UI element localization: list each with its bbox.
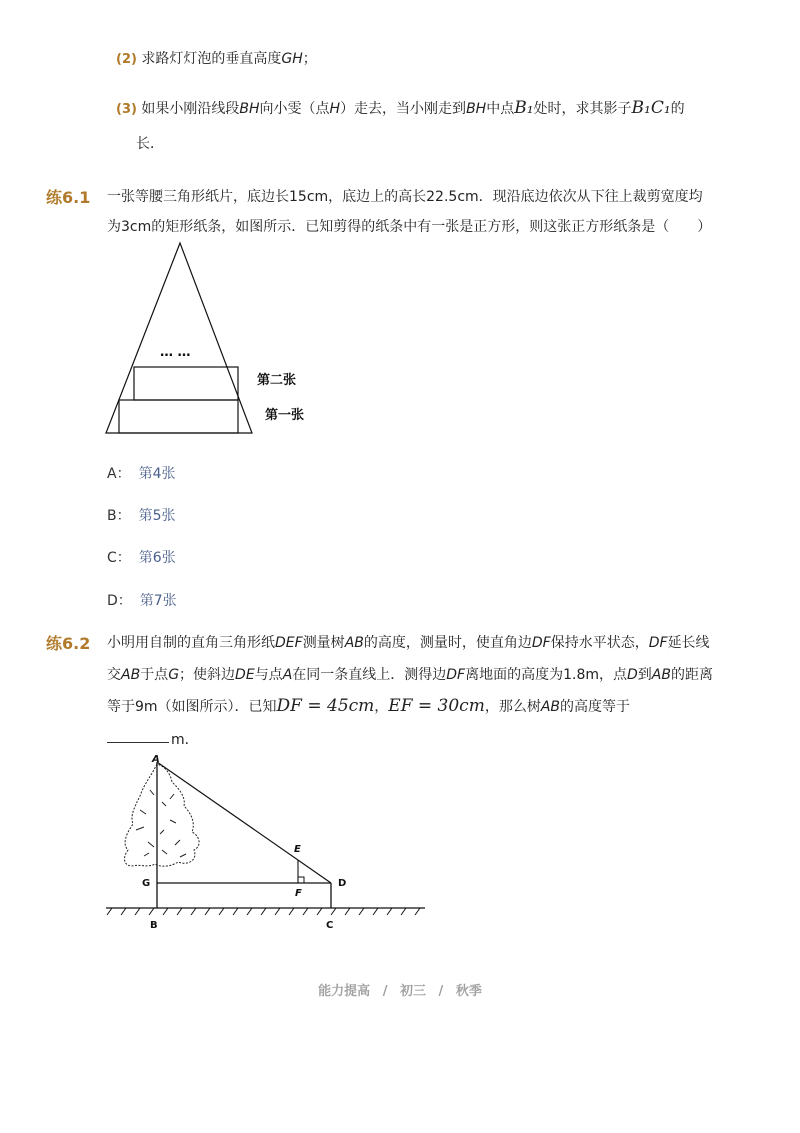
q3-var: BH — [466, 101, 487, 117]
var: D — [627, 667, 638, 683]
line-AD — [157, 762, 331, 883]
option-value: 第4张 — [138, 466, 176, 482]
option-key: D： — [107, 593, 132, 609]
text: 于点 — [140, 667, 169, 683]
text: 等于9m（如图所示）．已知 — [107, 699, 277, 715]
var: DE — [235, 667, 255, 683]
text: 测量树 — [302, 635, 345, 651]
answer-blank[interactable] — [107, 741, 169, 743]
problem-6-2-line2 — [107, 664, 713, 684]
var: AB — [344, 635, 364, 651]
text: 离地面的高度为1.8m，点 — [465, 667, 628, 683]
label-D: D — [338, 878, 347, 889]
option-d[interactable] — [107, 590, 177, 610]
problem-6-2-line1 — [107, 632, 710, 652]
answer-unit: m． — [171, 732, 199, 748]
q2-text: 求路灯灯泡的垂直高度 — [141, 51, 282, 67]
q3-var: BH — [239, 101, 260, 117]
tree-icon — [125, 764, 200, 866]
q2-var: GH — [281, 51, 303, 67]
q3-line1 — [116, 98, 685, 118]
q3-text: 的 — [670, 101, 685, 117]
ground-hatching — [107, 908, 420, 915]
q2-punct: ； — [302, 51, 317, 67]
text: 小明用自制的直角三角形纸 — [107, 635, 275, 651]
text: ， — [374, 699, 389, 715]
q3-number: (3) — [116, 102, 137, 117]
footer-level: 能力提高 — [318, 984, 371, 999]
option-key: B： — [107, 508, 131, 524]
strip-first — [119, 400, 238, 433]
footer-grade: 初三 — [399, 984, 426, 999]
label-E: E — [294, 844, 301, 855]
option-key: A： — [107, 466, 131, 482]
right-angle-mark — [298, 877, 304, 883]
q3-text: 如果小刚沿线段 — [141, 101, 240, 117]
ellipsis-dots: … … — [160, 345, 191, 360]
label-F: F — [295, 888, 302, 899]
triangle-figure — [100, 240, 320, 440]
q3-math: B₁C₁ — [631, 98, 671, 118]
option-key: C： — [107, 550, 131, 566]
label-second-strip: 第二张 — [257, 373, 297, 388]
label-A: A — [152, 754, 160, 765]
q3-text: ）走去，当小刚走到 — [340, 101, 467, 117]
var: DF — [446, 667, 466, 683]
text: 的距离 — [670, 667, 713, 683]
text: ，那么树 — [484, 699, 541, 715]
tree-measurement-figure — [100, 750, 430, 940]
var: AB — [121, 667, 141, 683]
strip-second — [134, 367, 238, 400]
text: 延长线 — [667, 635, 710, 651]
page-footer — [0, 980, 800, 999]
var: DEF — [275, 635, 303, 651]
text: 的高度，测量时，使直角边 — [363, 635, 532, 651]
var: AB — [651, 667, 671, 683]
q3-text: 处时，求其影子 — [533, 101, 632, 117]
footer-separator: / — [438, 984, 444, 999]
text: 的高度等于 — [560, 699, 631, 715]
q3-text: 向小雯（点 — [259, 101, 330, 117]
option-b[interactable] — [107, 505, 176, 525]
var: A — [282, 667, 293, 683]
option-value: 第5张 — [138, 508, 176, 524]
math: EF = 30cm — [388, 696, 485, 716]
label-first-strip: 第一张 — [265, 408, 305, 423]
label-C: C — [326, 920, 334, 931]
option-value: 第6张 — [138, 550, 176, 566]
q3-math: B₁ — [514, 98, 534, 118]
q3-var: H — [329, 101, 341, 117]
text: 到 — [637, 667, 652, 683]
var: AB — [540, 699, 561, 715]
text: 交 — [107, 667, 121, 683]
text: 保持水平状态， — [550, 635, 649, 651]
text: 与点 — [254, 667, 283, 683]
q3-text: 中点 — [486, 101, 515, 117]
var: DF — [531, 635, 551, 651]
problem-6-2-label: 练6.2 — [46, 634, 91, 653]
var: G — [168, 667, 180, 683]
option-c[interactable] — [107, 547, 176, 567]
q3-line2: 长． — [136, 136, 164, 152]
q2-line — [116, 48, 317, 68]
text: ；使斜边 — [179, 667, 236, 683]
footer-separator: / — [382, 984, 388, 999]
problem-6-1-label: 练6.1 — [46, 188, 91, 207]
label-G: G — [142, 878, 151, 889]
var: DF — [648, 635, 668, 651]
footer-season: 秋季 — [455, 984, 482, 999]
option-a[interactable] — [107, 463, 176, 483]
problem-6-2-line3 — [107, 696, 630, 716]
math: DF = 45cm — [276, 696, 375, 716]
problem-6-1-line1: 一张等腰三角形纸片，底边长15cm，底边上的高长22.5cm．现沿底边依次从下往上裁剪宽度均 — [107, 189, 703, 205]
q2-number: (2) — [116, 52, 137, 67]
text: 在同一条直线上．测得边 — [292, 667, 447, 683]
problem-6-1-line2: 为3cm的矩形纸条，如图所示．已知剪得的纸条中有一张是正方形，则这张正方形纸条是（ ） — [107, 219, 712, 235]
option-value: 第7张 — [139, 593, 177, 609]
triangle-outline — [106, 243, 252, 433]
label-B: B — [150, 920, 158, 931]
